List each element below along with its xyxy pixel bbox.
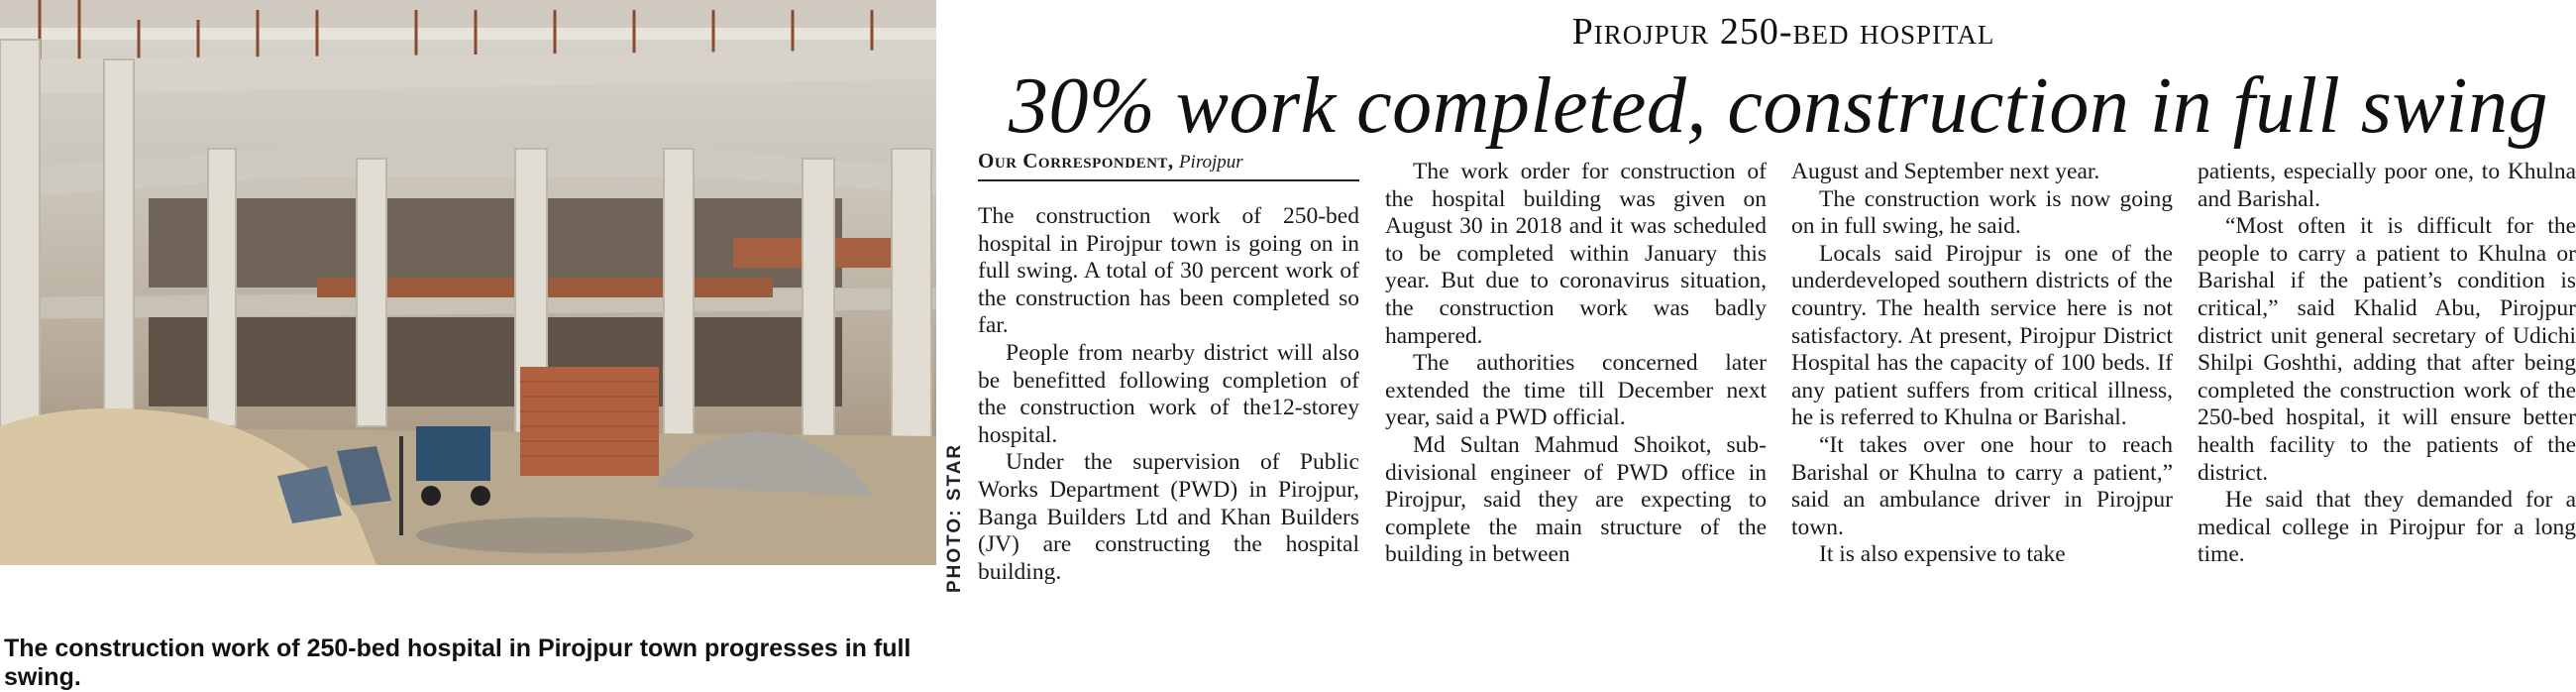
paragraph: Under the supervision of Public Works Department (PWD) in Pirojpur, Banga Builders Ltd and Khan Builders (JV) are constructing the hospital building.	[978, 449, 1359, 585]
byline-place: Pirojpur	[1178, 152, 1243, 173]
paragraph: The work order for construction of the hospital building was given on August 30 in 2018 and it was scheduled to be completed within January this year. But due to coronavirus situation, the construction work was badly hampered.	[1385, 159, 1767, 349]
paragraph: He said that they demanded for a medical college in Pirojpur for a long time.	[2198, 487, 2576, 568]
construction-photo	[0, 0, 936, 565]
article-column-1	[978, 203, 1359, 586]
photo-caption: The construction work of 250-bed hospital in Pirojpur town progresses in full swing.	[4, 634, 912, 691]
paragraph: patients, especially poor one, to Khulna and Barishal.	[2198, 159, 2576, 212]
article-column-3	[1791, 159, 2173, 569]
construction-site-illustration	[0, 0, 936, 565]
paragraph: Locals said Pirojpur is one of the underdeveloped southern districts of the country. The health service here is not satisfactory. At present, Pirojpur District Hospital has the capacity of 100 beds. If any patient suffers from critical illness, he is referred to Khulna or Barishal.	[1791, 240, 2173, 431]
paragraph: The construction work is now going on in full swing, he said.	[1791, 185, 2173, 240]
paragraph: “Most often it is difficult for the people to carry a patient to Khulna or Barishal if the patient’s condition is critical,” said Khalid Abu, Pirojpur district unit general secretary of Udichi Shilpi Goshthi, adding that after being completed the construction work of the 250-bed hospital, it will ensure better health facility to the patients of the district.	[2198, 213, 2576, 486]
paragraph: August and September next year.	[1791, 159, 2100, 184]
photo-credit: PHOTO: STAR	[944, 442, 965, 593]
byline-name: Our Correspondent,	[978, 149, 1174, 173]
article-headline: 30% work completed, construction in full swing	[1009, 62, 2548, 150]
article-column-2	[1385, 159, 1767, 569]
paragraph: People from nearby district will also be benefitted following completion of the construction work of the12-storey hospital.	[978, 339, 1359, 448]
byline	[978, 149, 1359, 181]
paragraph: Md Sultan Mahmud Shoikot, sub-divisional engineer of PWD office in Pirojpur, said they are expecting to complete the main structure of the building in between	[1385, 431, 1767, 568]
article-column-4	[2198, 159, 2576, 569]
article-kicker: Pirojpur 250-bed hospital	[1571, 11, 1995, 53]
paragraph: It is also expensive to take	[1819, 541, 2066, 568]
paragraph: The construction work of 250-bed hospital in Pirojpur town is going on in full swing. A total of 30 percent work of the construction has been completed so far.	[978, 203, 1359, 339]
paragraph: “It takes over one hour to reach Barishal or Khulna to carry a patient,” said an ambulance driver in Pirojpur town.	[1791, 431, 2173, 540]
paragraph: The authorities concerned later extended the time till December next year, said a PWD official.	[1385, 350, 1767, 431]
